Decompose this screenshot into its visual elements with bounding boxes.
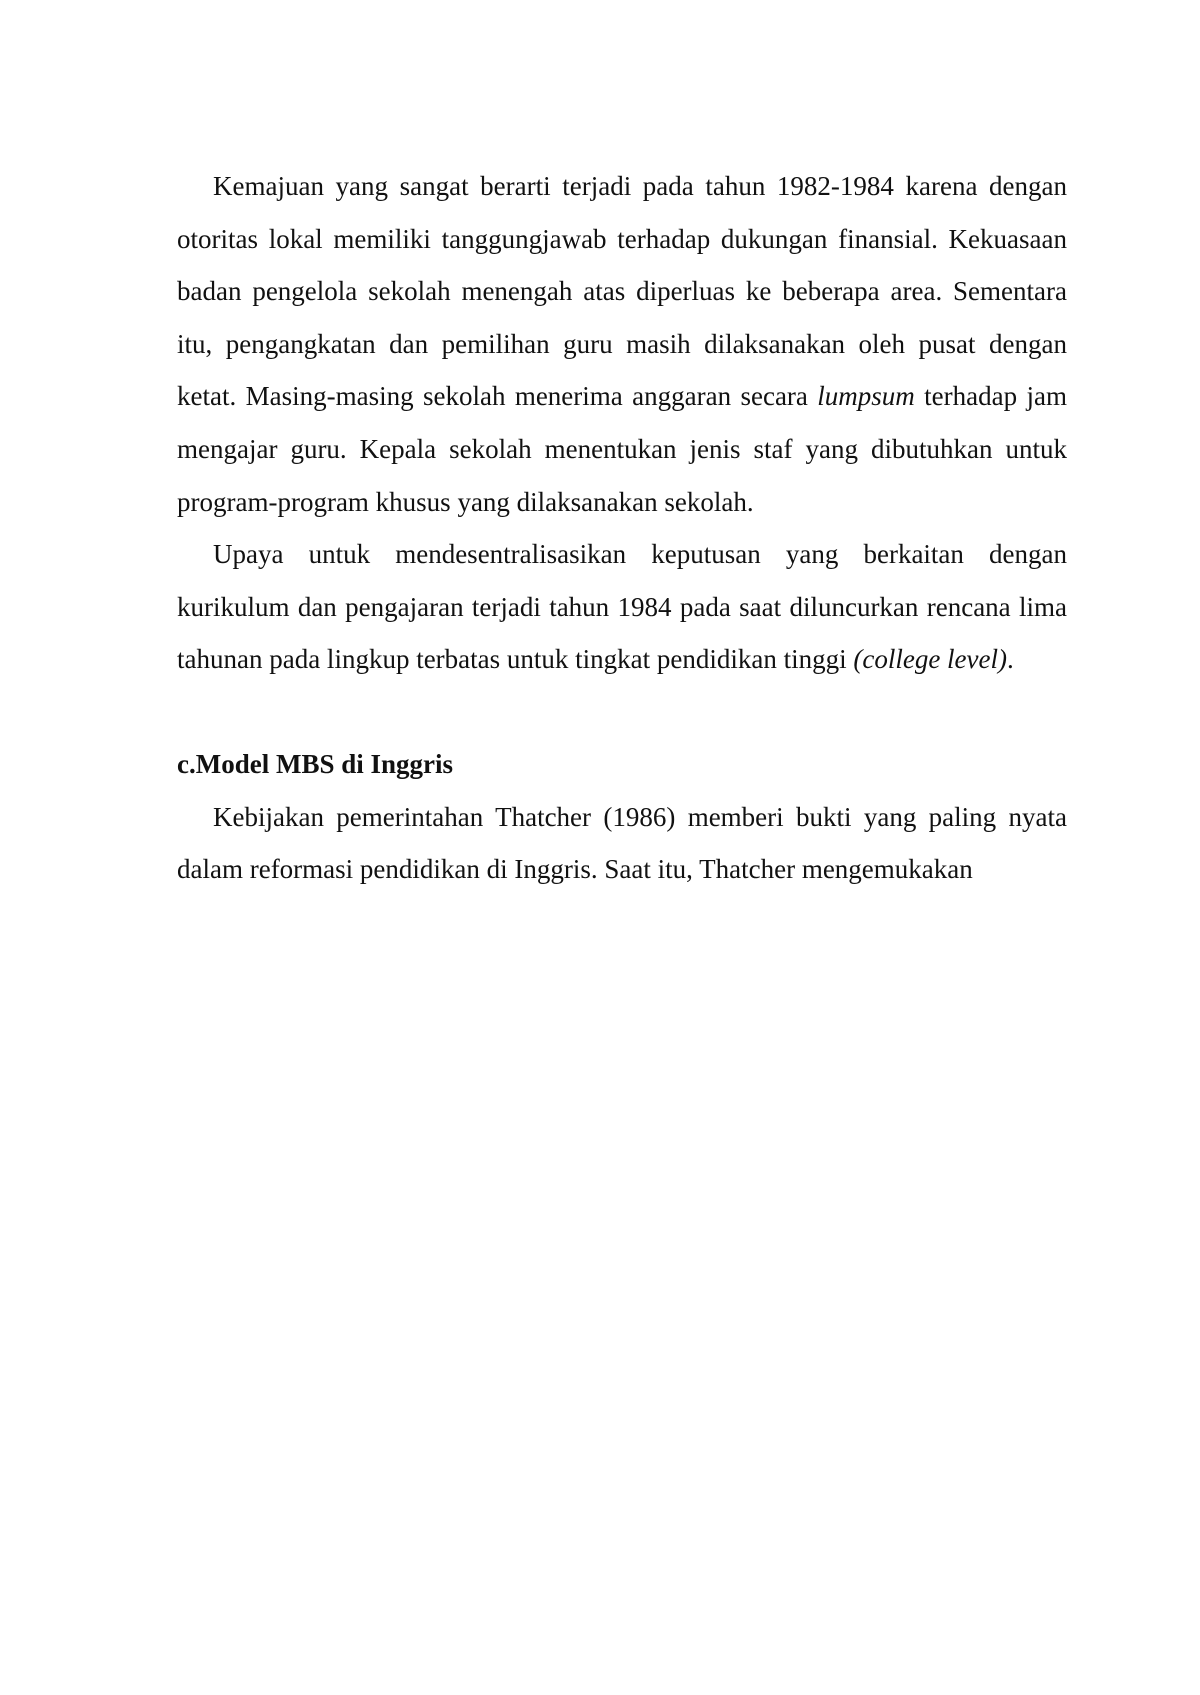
paragraph-kebijakan: Kebijakan pemerintahan Thatcher (1986) memberi bukti yang paling nyata dalam reformasi pendidikan di Inggris. Saat itu, Thatcher mengemukakan <box>177 801 1067 885</box>
italic-term-lumpsum: lumpsum <box>817 381 915 412</box>
paragraph-1-text-continued: terhadap jam mengajar guru. Kepala sekolah menentukan jenis staf yang dibutuhkan untuk program-program khusus yang dilaksanakan sekolah. <box>177 381 1067 517</box>
paragraph-upaya <box>177 528 1067 686</box>
paragraph-1-text: Kemajuan yang sangat berarti terjadi pada tahun 1982-1984 karena dengan otoritas lokal memiliki tanggungjawab terhadap dukungan finansial. Kekuasaan badan pengelola sekolah menengah atas diperluas ke beberapa area. Sementara itu, pengangkatan dan pemilihan guru masih dilaksanakan oleh pusat dengan ketat. Masing-masing sekolah menerima anggaran secara <box>177 171 1067 412</box>
section-heading: c.Model MBS di Inggris <box>177 748 454 779</box>
document-body <box>177 160 1067 896</box>
italic-term-college-level: (college level) <box>853 644 1008 675</box>
paragraph-kemajuan <box>177 160 1067 528</box>
paragraph-2-text: Upaya untuk mendesentralisasikan keputusan yang berkaitan dengan kurikulum dan pengajaran terjadi tahun 1984 pada saat diluncurkan rencana lima tahunan pada lingkup terbatas untuk tingkat pendidikan tinggi <box>177 539 1067 675</box>
paragraph-2-text-end: . <box>1007 644 1014 675</box>
